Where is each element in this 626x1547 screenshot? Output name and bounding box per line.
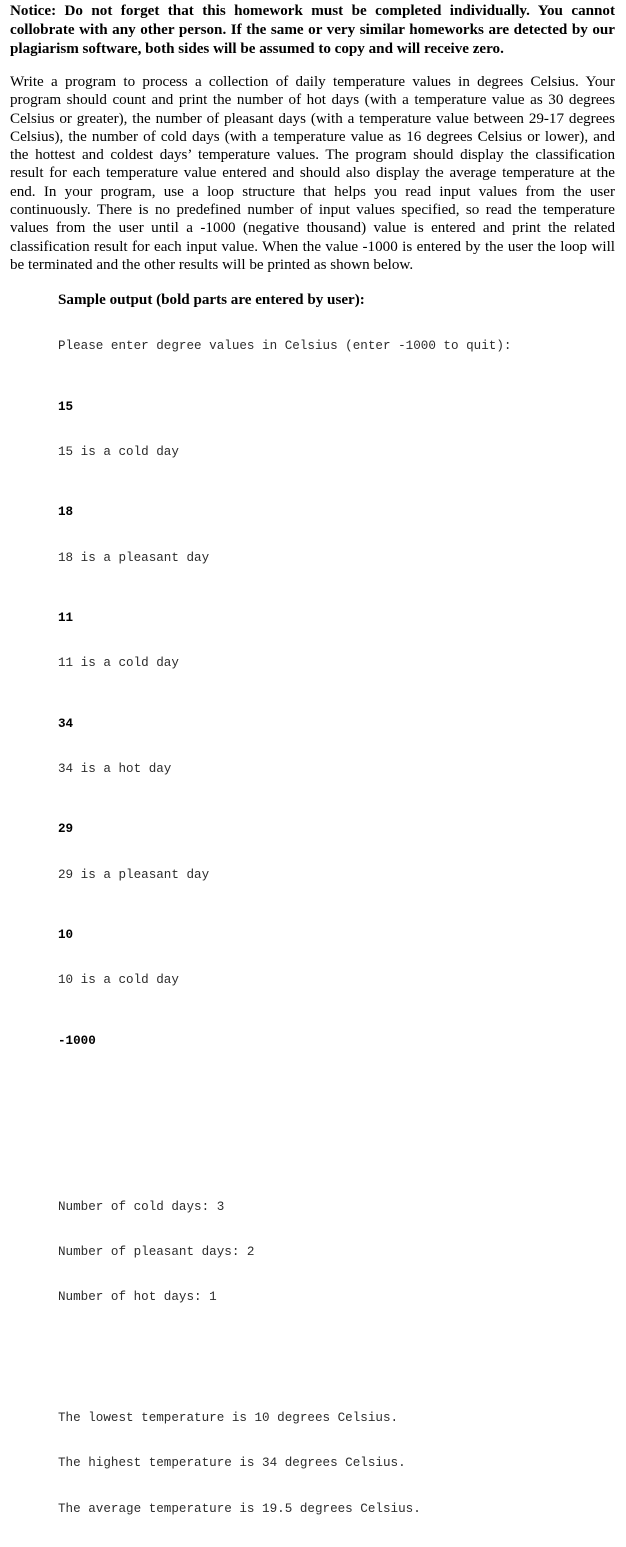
console-classification: 29 is a pleasant day [58,867,210,882]
console-terminator-input: -1000 [58,1033,96,1048]
console-classification: 11 is a cold day [58,656,179,671]
console-user-input: 11 [58,611,74,626]
console-lowest-temperature: The lowest temperature is 10 degrees Celsius. [58,1411,399,1426]
console-count-pleasant: Number of pleasant days: 2 [58,1245,255,1260]
console-user-input: 29 [58,822,74,837]
console-user-input: 15 [58,399,74,414]
console-blank-line [58,1351,615,1366]
console-average-temperature: The average temperature is 19.5 degrees Celsius. [58,1501,421,1516]
console-highest-temperature: The highest temperature is 34 degrees Celsius. [58,1456,406,1471]
console-count-hot: Number of hot days: 1 [58,1290,217,1305]
console-count-cold: Number of cold days: 3 [58,1199,225,1214]
console-classification: 34 is a hot day [58,762,172,777]
sample-output-section [58,292,615,1547]
console-classification: 18 is a pleasant day [58,550,210,565]
console-user-input: 18 [58,505,74,520]
document-page [10,0,615,1547]
console-classification: 15 is a cold day [58,445,179,460]
notice-paragraph: Notice: Do not forget that this homework must be completed individually. You cannot collobrate with any other person. If the same or very similar homeworks are detected by our plagiarism software, both sides will be assumed to copy and will receive zero. [10,3,615,57]
console-classification: 10 is a cold day [58,973,179,988]
console-user-input: 34 [58,716,74,731]
console-blank-line [58,1139,615,1154]
console-user-input: 10 [58,928,74,943]
console-output [58,309,615,1547]
console-prompt: Please enter degree values in Celsius (enter -1000 to quit): [58,339,512,354]
console-blank-line [58,1094,615,1109]
assignment-description: Write a program to process a collection of daily temperature values in degrees Celsius. Your program should count and print the number of hot days (with a temperature value as 30 degrees Celsius or greater), the number of pleasant days (with a temperature value between 29-17 degrees Celsius), the number of cold days (with a temperature value as 16 degrees Celsius or lower), and the hottest and coldest days’ temperature values. The program should display the classification result for each temperature value entered and should also display the average temperature at the end. In your program, use a loop structure that helps you read input values from the user continuously. There is no predefined number of input values specified, so read the temperature values from the user until a -1000 (negative thousand) value is entered and print the related classification result for each input value. When the value -1000 is entered by the user the loop will be terminated and the other results will be printed as shown below. [10,74,615,273]
sample-output-heading: Sample output (bold parts are entered by user): [58,292,365,309]
